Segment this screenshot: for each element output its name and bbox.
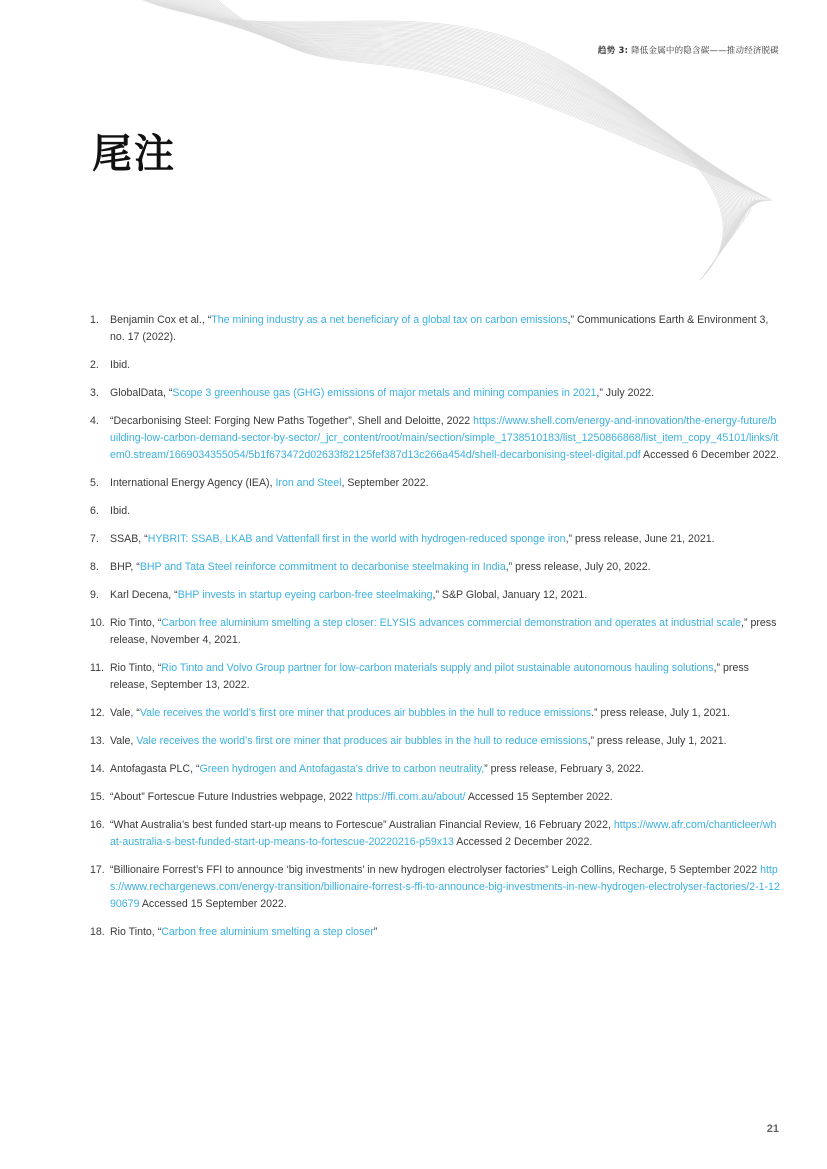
endnote-item	[90, 615, 780, 649]
endnote-text	[110, 924, 780, 941]
endnote-number: 17.	[90, 864, 105, 876]
endnote-citation-text: GlobalData, “	[110, 387, 173, 399]
endnote-text	[110, 357, 780, 374]
wave-line	[142, 0, 733, 262]
endnote-number: 6.	[90, 505, 99, 517]
endnote-citation-text: Rio Tinto, “	[110, 617, 162, 629]
wave-line	[204, 0, 770, 213]
endnote-citation-text: BHP, “	[110, 561, 140, 573]
endnote-citation-text: , September 2022.	[341, 477, 429, 489]
wave-line	[146, 0, 735, 259]
endnote-url-link[interactable]: https://www.rechargenews.com/energy-transition/billionaire-forrest-s-ffi-to-announce-big-investments-in-new-hydrogen-electrolyser-factories/2-1-1290679	[110, 864, 780, 910]
endnote-text	[110, 862, 780, 913]
endnote-item	[90, 587, 780, 604]
endnote-text	[110, 559, 780, 576]
endnote-citation-text: Rio Tinto, “	[110, 926, 162, 938]
endnote-number: 3.	[90, 387, 99, 399]
endnote-citation-text: ” press release, February 3, 2022.	[484, 763, 644, 775]
endnote-source-link[interactable]: Rio Tinto and Volvo Group partner for low-carbon materials supply and pilot sustainable autonomous hauling solutions	[161, 662, 714, 674]
endnote-citation-text: “Decarbonising Steel: Forging New Paths Together”, Shell and Deloitte, 2022	[110, 415, 474, 427]
endnote-text	[110, 761, 780, 778]
endnote-item	[90, 475, 780, 492]
endnote-text	[110, 733, 780, 750]
endnote-citation-text: .” press release, July 1, 2021.	[591, 707, 731, 719]
endnote-citation-text: International Energy Agency (IEA),	[110, 477, 276, 489]
endnote-text	[110, 817, 780, 851]
endnote-text	[110, 615, 780, 649]
endnote-citation-text: Accessed 6 December 2022.	[640, 449, 780, 461]
endnote-citation-text: Accessed 15 September 2022.	[465, 791, 613, 803]
endnote-item	[90, 385, 780, 402]
endnote-text	[110, 660, 780, 694]
wave-line	[135, 0, 729, 268]
endnote-citation-text: Vale, “	[110, 707, 140, 719]
endnote-number: 11.	[90, 662, 104, 674]
endnote-number: 8.	[90, 561, 99, 573]
endnote-citation-text: ,” July 2022.	[596, 387, 655, 399]
endnote-citation-text: ”	[373, 926, 378, 938]
endnote-number: 7.	[90, 533, 99, 545]
page-title: 尾注	[92, 131, 176, 177]
endnote-item	[90, 357, 780, 374]
endnote-citation-text: ,” press release, July 1, 2021.	[587, 735, 727, 747]
endnote-item	[90, 413, 780, 464]
endnote-item	[90, 733, 780, 750]
endnote-citation-text: “What Australia’s best funded start-up means to Fortescue” Australian Financial Review, 16 February 2022,	[110, 819, 614, 831]
endnote-url-link[interactable]: https://ffi.com.au/about/	[355, 791, 466, 803]
endnote-item	[90, 559, 780, 576]
endnote-citation-text: ,” Communications Earth & Environment 3, no. 17 (2022).	[110, 314, 769, 343]
endnote-text	[110, 312, 780, 346]
endnote-number: 10.	[90, 617, 105, 629]
endnote-url-link[interactable]: https://www.shell.com/energy-and-innovation/the-energy-future/building-low-carbon-demand-sector-by-sector/_jcr_content/root/main/section/simple_1738510183/list_1250866868/list_item_copy_45101/links/item0.stream/1669034355054/5b1f673472d02633f82125fef387d13c266a454d/shell-decarbonising-steel-digital.pdf	[110, 415, 779, 461]
endnote-source-link[interactable]: Scope 3 greenhouse gas (GHG) emissions of major metals and mining companies in 2021	[172, 387, 597, 399]
endnote-item	[90, 531, 780, 548]
endnote-number: 13.	[90, 735, 105, 747]
endnote-citation-text: Accessed 2 December 2022.	[453, 836, 593, 848]
wave-line	[164, 0, 744, 245]
endnote-item	[90, 817, 780, 851]
endnote-source-link[interactable]: The mining industry as a net beneficiary of a global tax on carbon emissions	[211, 314, 568, 326]
endnote-source-link[interactable]: Iron and Steel	[275, 477, 342, 489]
endnote-source-link[interactable]: Green hydrogen and Antofagasta’s drive to carbon neutrality,	[199, 763, 485, 775]
endnote-text	[110, 385, 780, 402]
endnote-source-link[interactable]: Carbon free aluminium smelting a step closer	[161, 926, 374, 938]
endnote-text	[110, 789, 780, 806]
endnote-source-link[interactable]: BHP invests in startup eyeing carbon-free steelmaking	[177, 589, 433, 601]
endnote-citation-text: Accessed 15 September 2022.	[139, 898, 287, 910]
page-header	[598, 44, 779, 56]
endnote-source-link[interactable]: Vale receives the world’s first ore miner that produces air bubbles in the hull to reduce emissions	[139, 707, 592, 719]
endnote-number: 1.	[90, 314, 99, 326]
endnotes-list	[90, 312, 780, 952]
endnote-item	[90, 660, 780, 694]
endnote-citation-text: Ibid.	[110, 359, 131, 371]
page-number: 21	[766, 1123, 779, 1135]
endnote-item	[90, 862, 780, 913]
endnote-number: 2.	[90, 359, 99, 371]
endnote-item	[90, 503, 780, 520]
endnote-number: 9.	[90, 589, 99, 601]
endnote-number: 18.	[90, 926, 105, 938]
endnote-citation-text: Antofagasta PLC, “	[110, 763, 200, 775]
endnote-text	[110, 475, 780, 492]
endnote-text	[110, 413, 780, 464]
endnote-text	[110, 587, 780, 604]
endnote-citation-text: Benjamin Cox et al., “	[110, 314, 212, 326]
endnote-citation-text: ,” S&P Global, January 12, 2021.	[432, 589, 588, 601]
header-trend-label: 趋势 3:	[597, 46, 629, 56]
endnote-citation-text: Ibid.	[110, 505, 131, 517]
wave-line	[129, 0, 727, 273]
endnote-item	[90, 761, 780, 778]
wave-line	[124, 0, 725, 276]
endnote-number: 14.	[90, 763, 105, 775]
endnote-source-link[interactable]: Carbon free aluminium smelting a step closer: ELYSIS advances commercial demonstration and operates at industrial scale	[161, 617, 742, 629]
endnote-citation-text: “Billionaire Forrest’s FFI to announce ‘big investments’ in new hydrogen electrolyser factories” Leigh Collins, Recharge, 5 September 2022	[110, 864, 761, 876]
endnote-number: 15.	[90, 791, 105, 803]
endnote-number: 12.	[90, 707, 105, 719]
endnote-citation-text: ,” press release, September 13, 2022.	[110, 662, 749, 691]
endnote-url-link[interactable]: https://www.afr.com/chanticleer/what-australia-s-best-funded-start-up-means-to-fortescue-20220216-p59x13	[110, 819, 777, 848]
endnote-source-link[interactable]: Vale receives the world’s first ore miner that produces air bubbles in the hull to reduce emissions	[136, 735, 588, 747]
endnote-source-link[interactable]: HYBRIT: SSAB, LKAB and Vattenfall first in the world with hydrogen-reduced sponge iron	[147, 533, 566, 545]
endnote-number: 16.	[90, 819, 105, 831]
endnote-text	[110, 531, 780, 548]
header-section-title: 降低金属中的隐含碳——推动经济脱碳	[628, 46, 779, 56]
endnote-source-link[interactable]: BHP and Tata Steel reinforce commitment to decarbonise steelmaking in India	[139, 561, 506, 573]
wave-line	[171, 0, 748, 240]
endnote-citation-text: SSAB, “	[110, 533, 148, 545]
endnote-citation-text: “About” Fortescue Future Industries webpage, 2022	[110, 791, 356, 803]
endnote-citation-text: ,” press release, June 21, 2021.	[565, 533, 715, 545]
endnote-number: 5.	[90, 477, 99, 489]
endnote-citation-text: Rio Tinto, “	[110, 662, 162, 674]
endnote-item	[90, 312, 780, 346]
endnote-citation-text: ,” press release, July 20, 2022.	[505, 561, 651, 573]
endnote-citation-text: ,” press release, November 4, 2021.	[110, 617, 777, 646]
endnote-item	[90, 924, 780, 941]
wave-line	[168, 0, 746, 241]
endnote-item	[90, 705, 780, 722]
endnote-text	[110, 705, 780, 722]
endnote-item	[90, 789, 780, 806]
endnote-text	[110, 503, 780, 520]
endnote-citation-text: Karl Decena, “	[110, 589, 178, 601]
endnote-citation-text: Vale,	[110, 735, 137, 747]
endnote-number: 4.	[90, 415, 99, 427]
